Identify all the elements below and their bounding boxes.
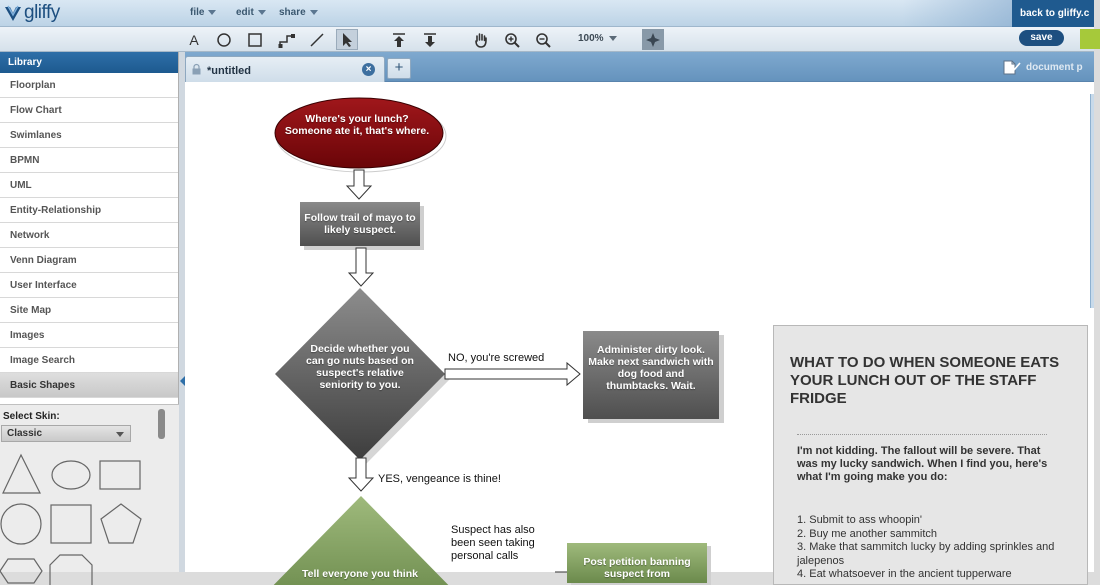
library-item-image-search[interactable]: Image Search xyxy=(0,348,178,373)
pan-tool-button[interactable] xyxy=(470,29,492,50)
canvas-scrollbar[interactable] xyxy=(1090,94,1094,308)
top-menu-bar xyxy=(0,0,1094,27)
skin-select[interactable] xyxy=(1,425,131,442)
no-action-node-text: Administer dirty look. Make next sandwich with dog food and thumbtacks. Wait. xyxy=(588,344,714,392)
arrow-no-branch xyxy=(445,363,580,385)
shape-rectangle[interactable] xyxy=(100,461,140,489)
shapes-scrollbar[interactable] xyxy=(158,409,165,439)
library-item-uml[interactable]: UML xyxy=(0,173,178,198)
menu-file[interactable] xyxy=(190,7,216,18)
zoom-in-button[interactable] xyxy=(501,29,523,50)
tab-untitled[interactable] xyxy=(185,56,385,82)
arrow-step1-to-decision xyxy=(349,248,373,286)
note-list-item: 2. Buy me another sammitch xyxy=(797,527,938,540)
drawing-toolbar xyxy=(0,27,1094,52)
shape-circle[interactable] xyxy=(1,504,41,544)
shape-triangle[interactable] xyxy=(3,455,40,493)
library-item-network[interactable]: Network xyxy=(0,223,178,248)
library-item-floorplan[interactable]: Floorplan xyxy=(0,73,178,98)
menu-edit[interactable] xyxy=(236,7,266,18)
document-properties-button[interactable] xyxy=(1003,60,1083,75)
zoom-out-icon xyxy=(535,32,551,48)
new-tab-button[interactable]: + xyxy=(387,58,411,79)
note-list-item: 4. Eat whatsoever in the ancient tupperware xyxy=(797,568,1012,580)
decision-node-text: Decide whether you can go nuts based on suspect's relative seniority to you. xyxy=(306,343,414,391)
send-backward-icon xyxy=(422,32,438,48)
line-tool-button[interactable] xyxy=(306,29,328,50)
menu-share[interactable] xyxy=(279,7,318,18)
ellipse-tool-button[interactable] xyxy=(213,29,235,50)
fit-view-button[interactable] xyxy=(642,29,664,50)
note-list xyxy=(797,514,1077,582)
step1-node-text: Follow trail of mayo to likely suspect. xyxy=(304,212,416,236)
no-branch-label: NO, you're screwed xyxy=(448,352,545,364)
text-tool-button[interactable] xyxy=(183,29,205,50)
document-tab-bar xyxy=(185,52,1094,82)
bring-forward-icon xyxy=(391,32,407,48)
decision2-node-text: Tell everyone you think xyxy=(302,568,418,580)
skin-label: Select Skin: xyxy=(3,411,60,422)
chevron-down-icon xyxy=(208,10,216,15)
note-title: WHAT TO DO WHEN SOMEONE EATS YOUR LUNCH OUT OF THE STAFF FRIDGE xyxy=(790,354,1060,407)
connector-tool-button[interactable] xyxy=(276,29,298,50)
ellipse-tool-icon xyxy=(216,32,232,48)
menu-share-label: share xyxy=(279,7,306,18)
lock-icon xyxy=(192,64,201,75)
rectangle-tool-button[interactable] xyxy=(244,29,266,50)
connector-tool-icon xyxy=(278,32,296,48)
gliffy-logo-icon xyxy=(4,4,22,22)
zoom-level-dropdown[interactable] xyxy=(578,33,617,44)
shape-ellipse[interactable] xyxy=(52,461,90,489)
library-item-entity-relationship[interactable]: Entity-Relationship xyxy=(0,198,178,223)
header-decoration xyxy=(902,0,1012,27)
arrow-start-to-step1 xyxy=(347,170,371,199)
library-item-flow-chart[interactable]: Flow Chart xyxy=(0,98,178,123)
library-item-images[interactable]: Images xyxy=(0,323,178,348)
zoom-level-value: 100% xyxy=(578,33,604,44)
chevron-down-icon xyxy=(116,432,124,437)
library-item-user-interface[interactable]: User Interface xyxy=(0,273,178,298)
library-item-site-map[interactable]: Site Map xyxy=(0,298,178,323)
document-edit-icon xyxy=(1003,60,1021,75)
document-properties-label: document p xyxy=(1026,62,1083,73)
library-item-bpmn[interactable]: BPMN xyxy=(0,148,178,173)
skin-select-value: Classic xyxy=(7,428,43,439)
shape-octagon[interactable] xyxy=(50,555,92,585)
chevron-down-icon xyxy=(310,10,318,15)
pointer-tool-button[interactable] xyxy=(336,29,358,50)
petition-node-text: Post petition banning suspect from xyxy=(583,556,691,580)
library-item-venn-diagram[interactable]: Venn Diagram xyxy=(0,248,178,273)
yes-branch-label: YES, vengeance is thine! xyxy=(378,473,501,485)
note-box[interactable] xyxy=(773,325,1088,585)
chevron-down-icon xyxy=(258,10,266,15)
library-item-swimlanes[interactable]: Swimlanes xyxy=(0,123,178,148)
fit-view-icon xyxy=(645,32,661,48)
back-to-gliffy-link[interactable]: back to gliffy.c xyxy=(1012,0,1094,27)
zoom-out-button[interactable] xyxy=(532,29,554,50)
start-node-text: Where's your lunch? Someone ate it, that's where. xyxy=(284,113,430,137)
note-list-item: 1. Submit to ass whoopin' xyxy=(797,514,923,526)
pointer-tool-icon xyxy=(340,32,354,48)
arrow-yes-branch xyxy=(349,458,373,491)
skin-panel xyxy=(0,404,179,572)
tab-untitled-label: *untitled xyxy=(207,65,251,77)
gliffy-logo[interactable] xyxy=(4,3,60,23)
save-button[interactable]: save xyxy=(1019,30,1064,46)
note-intro: I'm not kidding. The fallout will be severe. That was my lucky sandwich. When I find you, here's what I'm going make you do: xyxy=(797,445,1048,483)
shape-square[interactable] xyxy=(51,505,91,543)
library-panel xyxy=(0,52,179,572)
rectangle-tool-icon xyxy=(247,32,263,48)
publish-button[interactable] xyxy=(1080,29,1100,49)
shape-hexagon[interactable] xyxy=(0,559,42,583)
menu-file-label: file xyxy=(190,7,205,18)
send-backward-button[interactable] xyxy=(419,29,441,50)
note-divider xyxy=(797,434,1047,435)
chevron-down-icon xyxy=(609,36,617,41)
bring-forward-button[interactable] xyxy=(388,29,410,50)
drawing-canvas[interactable] xyxy=(185,82,1094,580)
text-tool-icon: A xyxy=(189,31,199,48)
close-icon[interactable]: × xyxy=(362,63,375,76)
basic-shapes-palette xyxy=(0,449,160,579)
menu-edit-label: edit xyxy=(236,7,254,18)
note-list-item: 3. Make that sammitch lucky by adding sprinkles and jalepenos xyxy=(797,541,1055,567)
library-header[interactable]: Library xyxy=(0,52,178,73)
suspect-note-label: Suspect has also been seen taking personal calls xyxy=(451,524,535,562)
zoom-in-icon xyxy=(504,32,520,48)
logo-text: gliffy xyxy=(24,2,60,23)
library-item-basic-shapes[interactable]: Basic Shapes xyxy=(0,373,178,398)
pan-hand-icon xyxy=(473,32,489,48)
line-tool-icon xyxy=(309,32,325,48)
shape-pentagon[interactable] xyxy=(101,504,141,543)
